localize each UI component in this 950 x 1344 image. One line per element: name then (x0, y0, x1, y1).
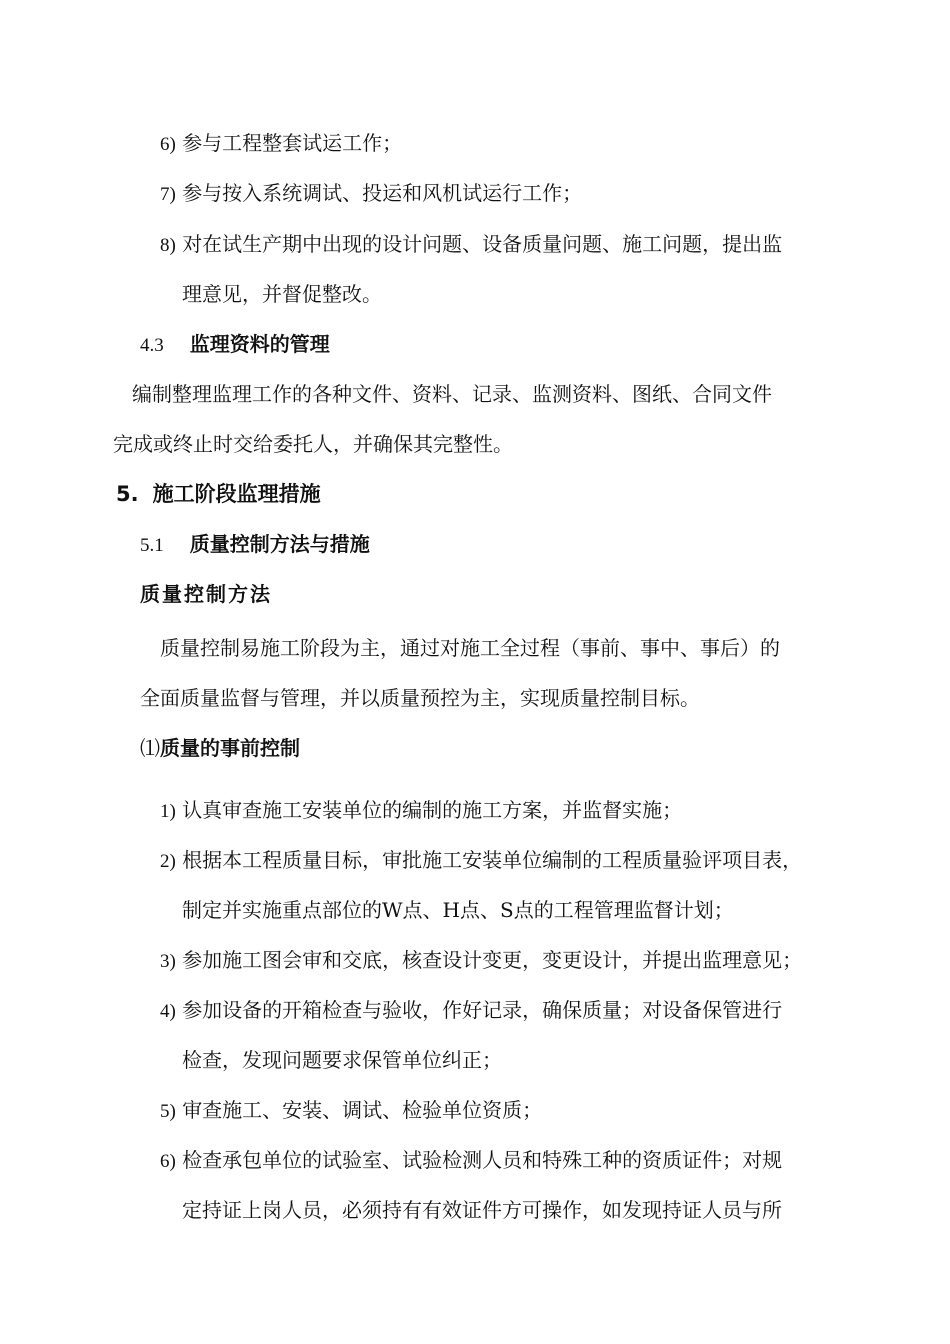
section-number: 5.1 (140, 535, 164, 556)
list-item-number: 1) (160, 801, 176, 822)
sub-heading: 质量控制方法 (140, 582, 272, 606)
section-number: 4.3 (140, 335, 164, 356)
list-item-text: 审查施工、安装、调试、检验单位资质； (182, 1098, 543, 1122)
list-item-number: 4) (160, 1001, 176, 1022)
list-item (160, 846, 802, 876)
list-item-text: 对在试生产期中出现的设计问题、设备质量问题、施工问题，提出监 (182, 232, 783, 256)
list-item (160, 230, 782, 260)
section-heading (140, 530, 370, 560)
section-title: 监理资料的管理 (189, 332, 330, 356)
paragraph-line: 质量控制易施工阶段为主，通过对施工全过程（事前、事中、事后）的 (160, 636, 780, 660)
list-item-number: 6) (160, 134, 176, 155)
list-item-text: 参加设备的开箱检查与验收，作好记录，确保质量；对设备保管进行 (182, 998, 783, 1022)
sub-heading (140, 734, 300, 762)
chapter-heading (116, 480, 321, 508)
list-item-number: 3) (160, 951, 176, 972)
section-heading (140, 330, 330, 360)
list-item-text: 检查承包单位的试验室、试验检测人员和特殊工种的资质证件；对规 (182, 1148, 783, 1172)
list-item-number: 6) (160, 1151, 176, 1172)
list-item (160, 796, 682, 826)
list-item-text: 根据本工程质量目标，审批施工安装单位编制的工程质量验评项目表， (182, 848, 803, 872)
list-item (160, 179, 582, 209)
list-item (160, 1096, 542, 1126)
list-item-continuation: 理意见，并督促整改。 (182, 282, 382, 306)
list-item (160, 946, 802, 976)
sub-heading-title: 质量的事前控制 (160, 736, 300, 760)
list-item (160, 996, 782, 1026)
list-item-text: 参加施工图会审和交底，核查设计变更，变更设计，并提出监理意见； (182, 948, 803, 972)
list-item-number: 2) (160, 851, 176, 872)
paragraph-line: 完成或终止时交给委托人，并确保其完整性。 (113, 432, 513, 456)
list-item-text: 参与工程整套试运工作； (182, 131, 403, 155)
chapter-number: 5. (116, 482, 139, 506)
list-item-continuation: 检查，发现问题要求保管单位纠正； (182, 1048, 502, 1072)
list-item-number: 5) (160, 1101, 176, 1122)
list-item-number: 8) (160, 235, 176, 256)
list-item-number: 7) (160, 184, 176, 205)
paragraph-line: 全面质量监督与管理，并以质量预控为主，实现质量控制目标。 (140, 686, 700, 710)
list-item (160, 1146, 782, 1176)
list-item (160, 129, 402, 159)
section-title: 质量控制方法与措施 (189, 532, 370, 556)
list-item-continuation: 定持证上岗人员，必须持有有效证件方可操作，如发现持证人员与所 (182, 1198, 782, 1222)
list-item-text: 参与按入系统调试、投运和风机试运行工作； (182, 181, 583, 205)
paragraph-line: 编制整理监理工作的各种文件、资料、记录、监测资料、图纸、合同文件 (132, 382, 772, 406)
sub-heading-number: ⑴ (140, 736, 160, 760)
chapter-title: 施工阶段监理措施 (152, 482, 321, 506)
list-item-continuation: 制定并实施重点部位的W点、H点、S点的工程管理监督计划； (182, 898, 734, 922)
list-item-text: 认真审查施工安装单位的编制的施工方案，并监督实施； (182, 798, 683, 822)
